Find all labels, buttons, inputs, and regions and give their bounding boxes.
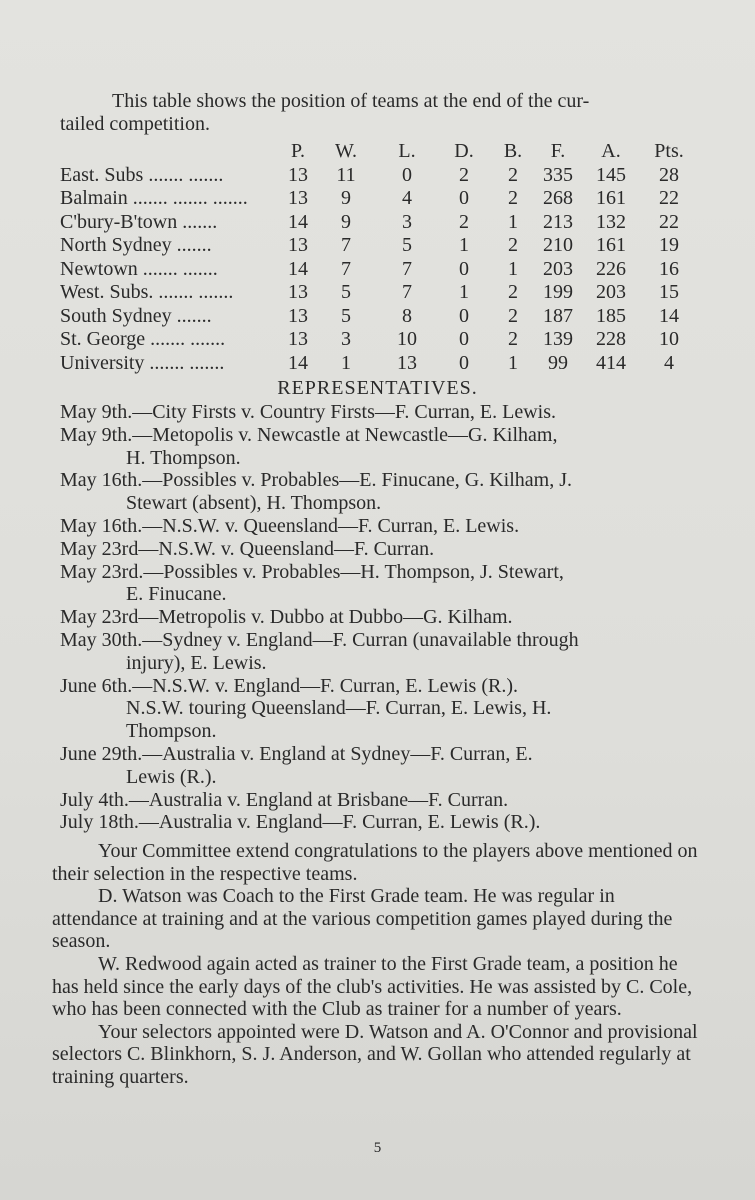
lost-cell: 4 <box>402 187 412 210</box>
lost-cell: 7 <box>402 257 412 280</box>
team-name: Balmain ....... ....... ....... <box>60 187 248 210</box>
representatives-list <box>60 401 705 834</box>
rep-entry-line: July 4th.—Australia v. England at Brisbane—F. Curran. <box>60 788 509 811</box>
intro-text <box>60 90 700 136</box>
rep-entry <box>60 811 705 834</box>
for-cell: 99 <box>548 351 568 374</box>
rep-entry <box>60 561 705 607</box>
points-cell: 28 <box>659 163 679 186</box>
paragraph-trainer: W. Redwood again acted as trainer to the First Grade team, a position he has held since the early days of the club's activities. He was assisted by C. Cole, who has been connected with the Club as trainer for a number of years. <box>52 952 693 1021</box>
rep-entry <box>60 789 705 812</box>
rep-entry-line: May 9th.—City Firsts v. Country Firsts—F. Curran, E. Lewis. <box>60 401 557 423</box>
won-cell: 1 <box>341 351 351 374</box>
won-cell: 7 <box>341 257 351 280</box>
played-cell: 13 <box>288 304 308 327</box>
team-name: East. Subs ....... ....... <box>60 163 224 186</box>
team-name: University ....... ....... <box>60 351 225 374</box>
header-team <box>60 140 282 164</box>
rep-entry <box>60 606 705 629</box>
played-cell: 14 <box>288 210 308 233</box>
header-byes: B. <box>503 140 523 163</box>
lost-cell: 5 <box>402 234 412 257</box>
played-cell: 13 <box>288 234 308 257</box>
played-cell: 13 <box>288 187 308 210</box>
rep-entry-line: May 16th.—Possibles v. Probables—E. Finucane, G. Kilham, J. <box>60 469 573 492</box>
lost-cell: 7 <box>402 281 412 304</box>
lost-cell: 10 <box>397 328 417 351</box>
page-number: 5 <box>373 1140 382 1156</box>
drawn-cell: 2 <box>459 210 469 233</box>
rep-entry <box>60 469 705 515</box>
points-cell: 14 <box>659 304 679 327</box>
played-cell: 14 <box>288 351 308 374</box>
drawn-cell: 0 <box>459 351 469 374</box>
table-row <box>60 164 698 188</box>
drawn-cell: 1 <box>459 281 469 304</box>
rep-entry <box>60 401 705 424</box>
for-cell: 199 <box>543 281 573 304</box>
table-row <box>60 234 698 258</box>
header-played: P. <box>291 140 305 163</box>
table-header-row <box>60 140 698 164</box>
drawn-cell: 2 <box>459 163 469 186</box>
team-name: Newtown ....... ....... <box>60 257 218 280</box>
byes-cell: 2 <box>508 187 518 210</box>
team-name: St. George ....... ....... <box>60 328 226 351</box>
intro-line-1: This table shows the position of teams at the end of the cur- <box>112 90 590 112</box>
for-cell: 268 <box>543 187 573 210</box>
won-cell: 9 <box>341 187 351 210</box>
header-lost: L. <box>398 140 416 163</box>
paragraph-congratulations: Your Committee extend congratulations to the players above mentioned on their selection in the respective teams. <box>52 840 698 885</box>
table-row <box>60 281 698 305</box>
representatives-heading: REPRESENTATIVES. <box>277 377 478 399</box>
header-points: Pts. <box>654 140 684 163</box>
rep-entry <box>60 675 705 698</box>
played-cell: 14 <box>288 257 308 280</box>
competition-table <box>60 140 698 375</box>
rep-entry-line: May 23rd—Metropolis v. Dubbo at Dubbo—G. Kilham. <box>60 606 513 629</box>
byes-cell: 1 <box>508 257 518 280</box>
rep-entry <box>60 629 705 675</box>
table-row <box>60 352 698 376</box>
for-cell: 335 <box>543 163 573 186</box>
drawn-cell: 0 <box>459 328 469 351</box>
byes-cell: 2 <box>508 328 518 351</box>
rep-entry <box>60 743 705 789</box>
paragraph-selectors: Your selectors appointed were D. Watson and A. O'Connor and provisional selectors C. Blinkhorn, S. J. Anderson, and W. Gollan who attended regularly at training quarters. <box>52 1020 698 1088</box>
table-row <box>60 305 698 329</box>
table-row <box>60 187 698 211</box>
table-row <box>60 258 698 282</box>
rep-entry-line: May 23rd—N.S.W. v. Queensland—F. Curran. <box>60 537 435 560</box>
rep-entry <box>60 515 705 538</box>
points-cell: 22 <box>659 187 679 210</box>
against-cell: 414 <box>596 351 626 374</box>
against-cell: 132 <box>596 210 626 233</box>
intro-line-2: tailed competition. <box>60 113 210 135</box>
byes-cell: 2 <box>508 281 518 304</box>
rep-touring-line: N.S.W. touring Queensland—F. Curran, E. Lewis, H. <box>126 697 552 720</box>
for-cell: 213 <box>543 210 573 233</box>
lost-cell: 3 <box>402 210 412 233</box>
rep-entry-line: May 30th.—Sydney v. England—F. Curran (unavailable through <box>60 628 579 651</box>
rep-entry-continuation: H. Thompson. <box>126 446 241 469</box>
for-cell: 203 <box>543 257 573 280</box>
won-cell: 7 <box>341 234 351 257</box>
played-cell: 13 <box>288 281 308 304</box>
drawn-cell: 1 <box>459 234 469 257</box>
won-cell: 3 <box>341 328 351 351</box>
against-cell: 203 <box>596 281 626 304</box>
rep-entry-touring <box>60 697 705 743</box>
byes-cell: 2 <box>508 163 518 186</box>
lost-cell: 8 <box>402 304 412 327</box>
rep-entry-line: June 29th.—Australia v. England at Sydney—F. Curran, E. <box>60 742 533 765</box>
header-against: A. <box>601 140 621 163</box>
won-cell: 9 <box>341 210 351 233</box>
byes-cell: 1 <box>508 351 518 374</box>
against-cell: 145 <box>596 163 626 186</box>
byes-cell: 1 <box>508 210 518 233</box>
header-drawn: D. <box>454 140 474 163</box>
rep-entry-line: June 6th.—N.S.W. v. England—F. Curran, E. Lewis (R.). <box>60 674 518 697</box>
rep-touring-line: Thompson. <box>126 720 217 743</box>
points-cell: 22 <box>659 210 679 233</box>
against-cell: 228 <box>596 328 626 351</box>
points-cell: 16 <box>659 257 679 280</box>
for-cell: 210 <box>543 234 573 257</box>
against-cell: 226 <box>596 257 626 280</box>
played-cell: 13 <box>288 328 308 351</box>
against-cell: 161 <box>596 234 626 257</box>
team-name: South Sydney ....... <box>60 304 212 327</box>
rep-entry-line: May 9th.—Metopolis v. Newcastle at Newcastle—G. Kilham, <box>60 423 558 446</box>
drawn-cell: 0 <box>459 187 469 210</box>
lost-cell: 13 <box>397 351 417 374</box>
header-for: F. <box>550 140 566 163</box>
rep-entry-line: May 16th.—N.S.W. v. Queensland—F. Curran, E. Lewis. <box>60 514 520 537</box>
rep-entry <box>60 424 705 470</box>
lost-cell: 0 <box>402 163 412 186</box>
rep-entry-continuation: injury), E. Lewis. <box>126 651 267 674</box>
rep-entry-continuation: Lewis (R.). <box>126 765 217 788</box>
for-cell: 187 <box>543 304 573 327</box>
report-paragraphs <box>52 840 702 1089</box>
table-row <box>60 328 698 352</box>
points-cell: 10 <box>659 328 679 351</box>
rep-entry-continuation: E. Finucane. <box>126 583 227 606</box>
against-cell: 161 <box>596 187 626 210</box>
byes-cell: 2 <box>508 304 518 327</box>
rep-entry-line: July 18th.—Australia v. England—F. Curran, E. Lewis (R.). <box>60 811 541 834</box>
for-cell: 139 <box>543 328 573 351</box>
won-cell: 5 <box>341 304 351 327</box>
won-cell: 5 <box>341 281 351 304</box>
points-cell: 4 <box>664 351 674 374</box>
team-name: West. Subs. ....... ....... <box>60 281 234 304</box>
against-cell: 185 <box>596 304 626 327</box>
paragraph-coach: D. Watson was Coach to the First Grade team. He was regular in attendance at training and at the various competition games played during the season. <box>52 885 673 953</box>
rep-entry-continuation: Stewart (absent), H. Thompson. <box>126 492 382 515</box>
rep-entry-line: May 23rd.—Possibles v. Probables—H. Thompson, J. Stewart, <box>60 560 564 583</box>
byes-cell: 2 <box>508 234 518 257</box>
table-row <box>60 211 698 235</box>
header-won: W. <box>334 140 358 163</box>
won-cell: 11 <box>336 163 356 186</box>
team-name: C'bury-B'town ....... <box>60 210 218 233</box>
drawn-cell: 0 <box>459 257 469 280</box>
played-cell: 13 <box>288 163 308 186</box>
team-name: North Sydney ....... <box>60 234 212 257</box>
points-cell: 15 <box>659 281 679 304</box>
drawn-cell: 0 <box>459 304 469 327</box>
points-cell: 19 <box>659 234 679 257</box>
rep-entry <box>60 538 705 561</box>
